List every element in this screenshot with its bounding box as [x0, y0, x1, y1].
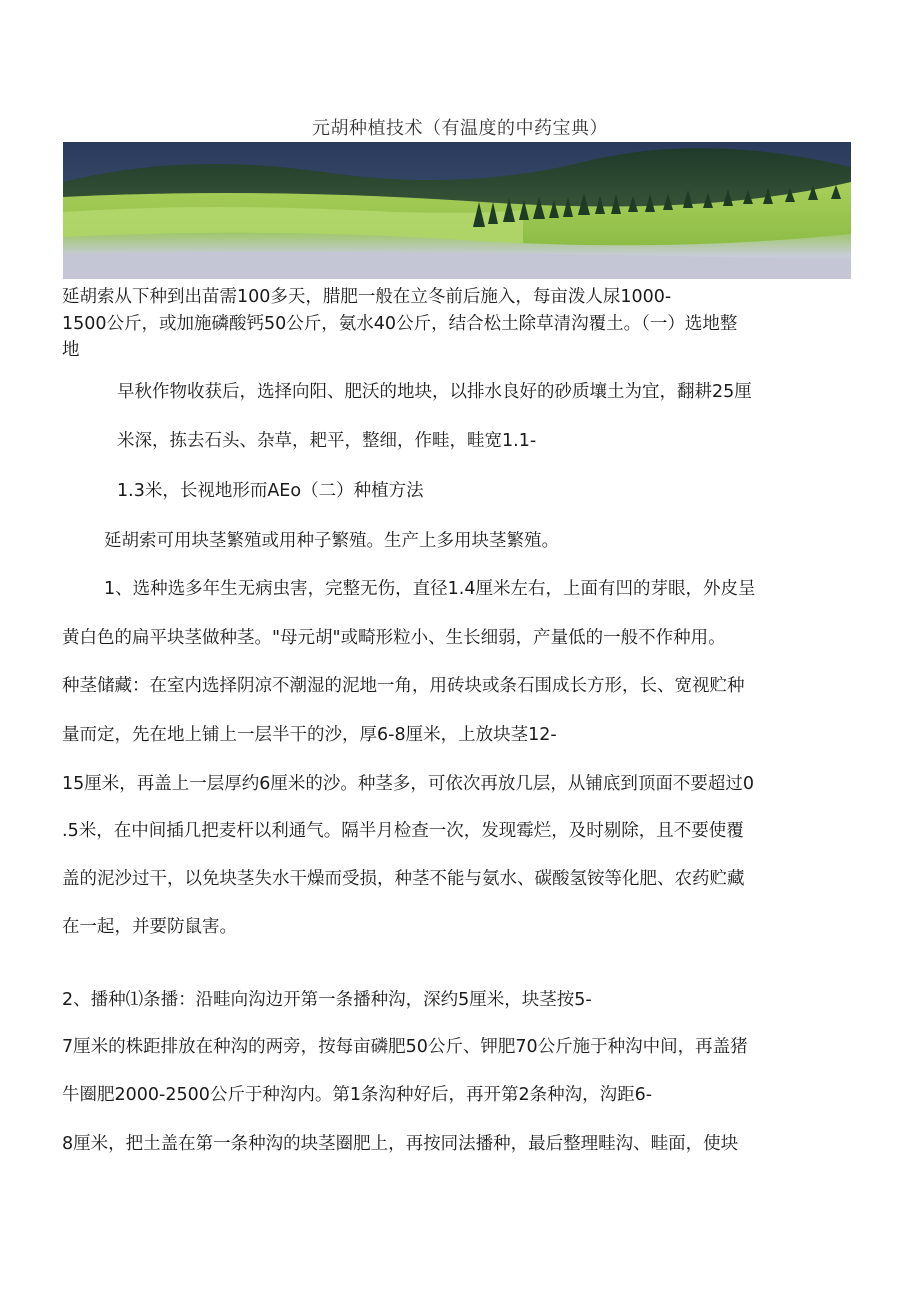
section2-intro: 延胡索可用块茎繁殖或用种子繁殖。生产上多用块茎繁殖。: [104, 531, 559, 551]
intro-line-3: 地: [62, 340, 80, 360]
item2-line-4: 8厘米，把土盖在第一条种沟的块茎圈肥上，再按同法播种，最后整理畦沟、畦面，使块: [62, 1134, 739, 1154]
item1-line-6: .5米，在中间插几把麦杆以利通气。隔半月检查一次，发现霉烂，及时剔除，且不要使覆: [62, 821, 744, 841]
item1-line-2: 黄白色的扁平块茎做种茎。"母元胡"或畸形粒小、生长细弱，产量低的一般不作种用。: [62, 628, 726, 648]
item1-line-8: 在一起，并要防鼠害。: [62, 917, 237, 937]
item2-line-3: 牛圈肥2000-2500公斤于种沟内。第1条沟种好后，再开第2条种沟，沟距6-: [62, 1085, 653, 1105]
section1-line-3: 1.3米，长视地形而AEo（二）种植方法: [117, 481, 424, 501]
item2-line-1: 2、播种⑴条播：沿畦向沟边开第一条播种沟，深约5厘米，块茎按5-: [62, 990, 592, 1010]
item1-line-3: 种茎储藏：在室内选择阴凉不潮湿的泥地一角，用砖块或条石围成长方形，长、宽视贮种: [62, 676, 745, 696]
section1-line-2: 米深，拣去石头、杂草，耙平，整细，作畦，畦宽1.1-: [117, 431, 537, 451]
item2-line-2: 7厘米的株距排放在种沟的两旁，按每亩磷肥50公斤、钾肥70公斤施于种沟中间，再盖猪: [62, 1037, 748, 1057]
section1-line-1: 早秋作物收获后，选择向阳、肥沃的地块，以排水良好的砂质壤土为宜，翻耕25厘: [117, 382, 752, 402]
intro-line-2: 1500公斤，或加施磷酸钙50公斤，氨水40公斤，结合松土除草清沟覆土。（一）选地整: [62, 314, 738, 334]
intro-line-1: 延胡索从下种到出苗需100多天，腊肥一般在立冬前后施入，每亩泼人尿1000-: [62, 287, 672, 307]
item1-line-5: 15厘米，再盖上一层厚约6厘米的沙。种茎多，可依次再放几层，从铺底到顶面不要超过0: [62, 774, 755, 794]
item1-line-4: 量而定，先在地上铺上一层半干的沙，厚6-8厘米，上放块茎12-: [62, 725, 557, 745]
document-title: 元胡种植技术（有温度的中药宝典）: [312, 118, 608, 139]
item1-line-1: 1、选种选多年生无病虫害，完整无伤，直径1.4厘米左右，上面有凹的芽眼，外皮呈: [104, 579, 756, 599]
item1-line-7: 盖的泥沙过干，以免块茎失水干燥而受损，种茎不能与氨水、碳酸氢铵等化肥、农药贮藏: [62, 869, 745, 889]
banner-image: [63, 142, 851, 279]
